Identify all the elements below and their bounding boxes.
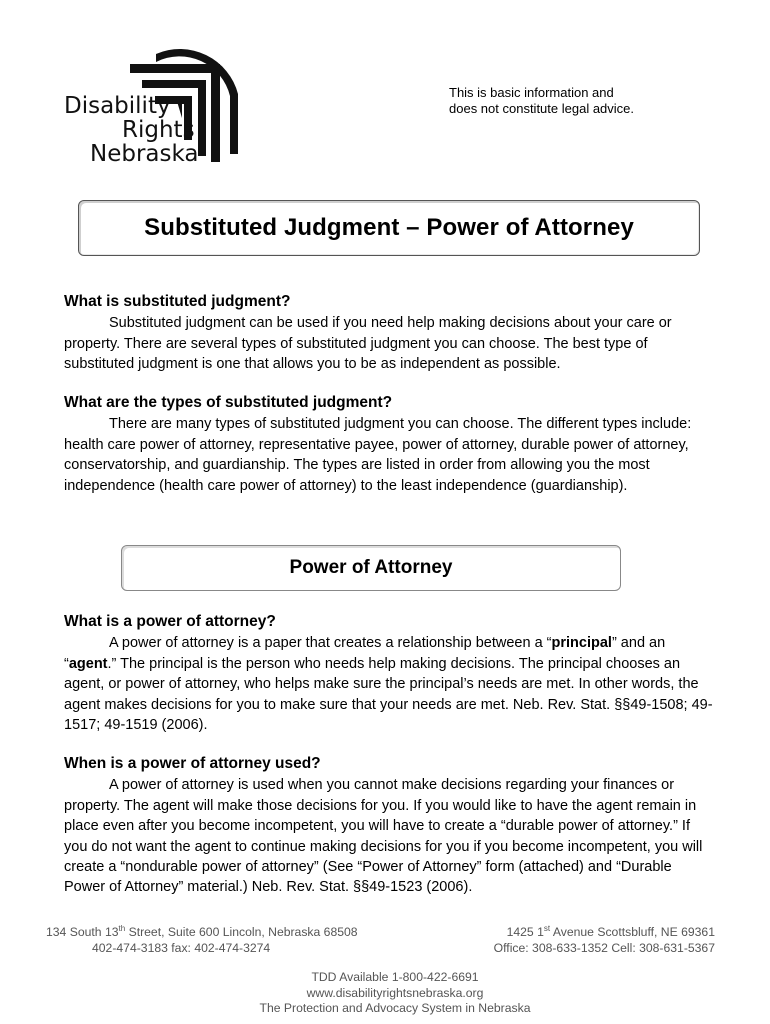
section-paragraph	[64, 633, 714, 735]
website-link[interactable]: www.disabilityrightsnebraska.org	[306, 985, 484, 1000]
ordinal-suffix: st	[543, 923, 551, 933]
footer-lincoln-office	[46, 925, 376, 956]
lincoln-address	[46, 925, 376, 941]
lincoln-phone: 402-474-3183 fax: 402-474-3274	[92, 940, 271, 955]
paragraph-text: ” and an “	[64, 635, 666, 672]
section-paragraph: A power of attorney is used when you cannot make decisions regarding your finances or property. The agent will make those decisions for you. If you would like to have the agent remain in place even after you become incompetent, you will have to create a “durable power of attorney.” If you do not want the agent to continue making decisions for you if you become incompetent, you will create a “nondurable power of attorney” (See “Power of Attorney” form (attached) and “Durable Power of Attorney” material.) Neb. Rev. Stat. §§49-1523 (2006).	[64, 777, 703, 896]
document-title-box	[78, 200, 700, 256]
organization-logo	[60, 44, 250, 174]
term-agent: agent	[68, 655, 108, 672]
footer-tagline: The Protection and Advocacy System in Nebraska	[259, 1001, 531, 1015]
paragraph-text: .” The principal is the person who needs help making decisions. The principal chooses an agent, or power of attorney, who helps make sure the principal’s needs are met. In other words, the agent makes decisions for you to make sure that your needs are met. Neb. Rev. Stat. §§49-1508; 49-1517; 49-1519 (2006).	[64, 655, 713, 734]
tdd-number: TDD Available 1-800-422-6691	[311, 970, 479, 984]
disclaimer-line-2: does not constitute legal advice.	[449, 101, 635, 116]
section-substituted-judgment	[64, 292, 714, 375]
document-title: Substituted Judgment – Power of Attorney	[144, 214, 634, 241]
paragraph-text: A power of attorney is a paper that creates a relationship between a “	[109, 635, 552, 652]
logo-text-rights: Rights	[122, 117, 195, 143]
section-when-poa-used	[64, 754, 714, 898]
section-heading: What is substituted judgment?	[64, 293, 291, 310]
address-text: Street, Suite 600 Lincoln, Nebraska 68508	[125, 925, 358, 939]
section-paragraph: Substituted judgment can be used if you need help making decisions about your care or property. There are several types of substituted judgment you can choose. The best type of substituted judgment is one that allows you to be as independent as possible.	[64, 315, 672, 373]
legal-disclaimer	[449, 85, 709, 117]
ordinal-suffix: th	[118, 923, 126, 933]
section-heading: What are the types of substituted judgment?	[64, 394, 393, 411]
section-heading: What is a power of attorney?	[64, 613, 276, 630]
section-heading: When is a power of attorney used?	[64, 755, 321, 772]
logo-text-disability: Disability	[64, 93, 171, 119]
section-what-is-poa	[64, 612, 714, 735]
term-principal: principal	[551, 635, 612, 652]
power-of-attorney-heading: Power of Attorney	[289, 557, 453, 578]
power-of-attorney-heading-box	[121, 545, 621, 591]
section-paragraph: There are many types of substituted judgment you can choose. The different types include: health care power of attorney, representative payee, power of attorney, durable power of attorney, conservatorship, and guardianship. The types are listed in order from allowing you the most independence (health care power of attorney) to the least independence (guardianship).	[64, 416, 692, 494]
address-text: 134 South 13	[46, 925, 119, 939]
address-text: 1425 1	[506, 925, 544, 939]
scottsbluff-phone: Office: 308-633-1352 Cell: 308-631-5367	[493, 940, 715, 955]
footer-scottsbluff-office	[460, 925, 715, 956]
section-types	[64, 393, 714, 496]
footer-contact	[0, 970, 770, 1017]
logo-text-nebraska: Nebraska	[90, 141, 199, 167]
address-text: Avenue Scottsbluff, NE 69361	[550, 925, 715, 939]
scottsbluff-address	[460, 925, 715, 941]
disclaimer-line-1: This is basic information and	[449, 85, 614, 100]
